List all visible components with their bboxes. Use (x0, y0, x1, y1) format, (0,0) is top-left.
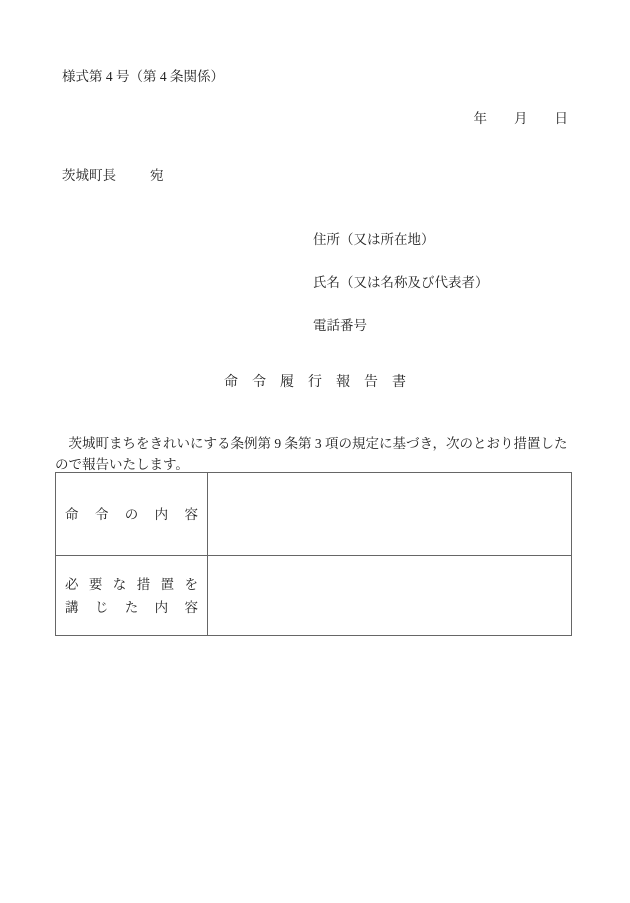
order-content-label: 命 令 の 内 容 (65, 506, 198, 522)
order-content-value-cell (208, 473, 571, 556)
measures-label-line-1: 必 要 な 措 置 を (65, 576, 198, 592)
addressee-line (62, 164, 164, 184)
body-line-2: ので報告いたします。 (55, 457, 189, 472)
body-line-1: 茨城町まちをきれいにする条例第 9 条第 3 項の規定に基づき，次のとおり措置した (55, 436, 568, 451)
measures-label-cell (56, 556, 208, 635)
date-line: 年 月 日 (473, 111, 568, 126)
form-number: 様式第 4 号（第 4 条関係） (62, 69, 224, 84)
measures-label-line-2: 講 じ た 内 容 (65, 599, 198, 615)
addressee-honorific: 宛 (150, 168, 164, 183)
measures-value-cell (208, 556, 571, 635)
sender-phone-label: 電話番号 (313, 318, 367, 333)
addressee-name: 茨城町長 (62, 168, 116, 183)
report-table (55, 472, 572, 636)
document-title: 命 令 履 行 報 告 書 (224, 375, 406, 390)
body-paragraph (55, 433, 575, 475)
sender-name-label: 氏名（又は名称及び代表者） (313, 275, 489, 290)
order-content-label-cell (56, 473, 208, 556)
sender-address-label: 住所（又は所在地） (313, 232, 435, 247)
